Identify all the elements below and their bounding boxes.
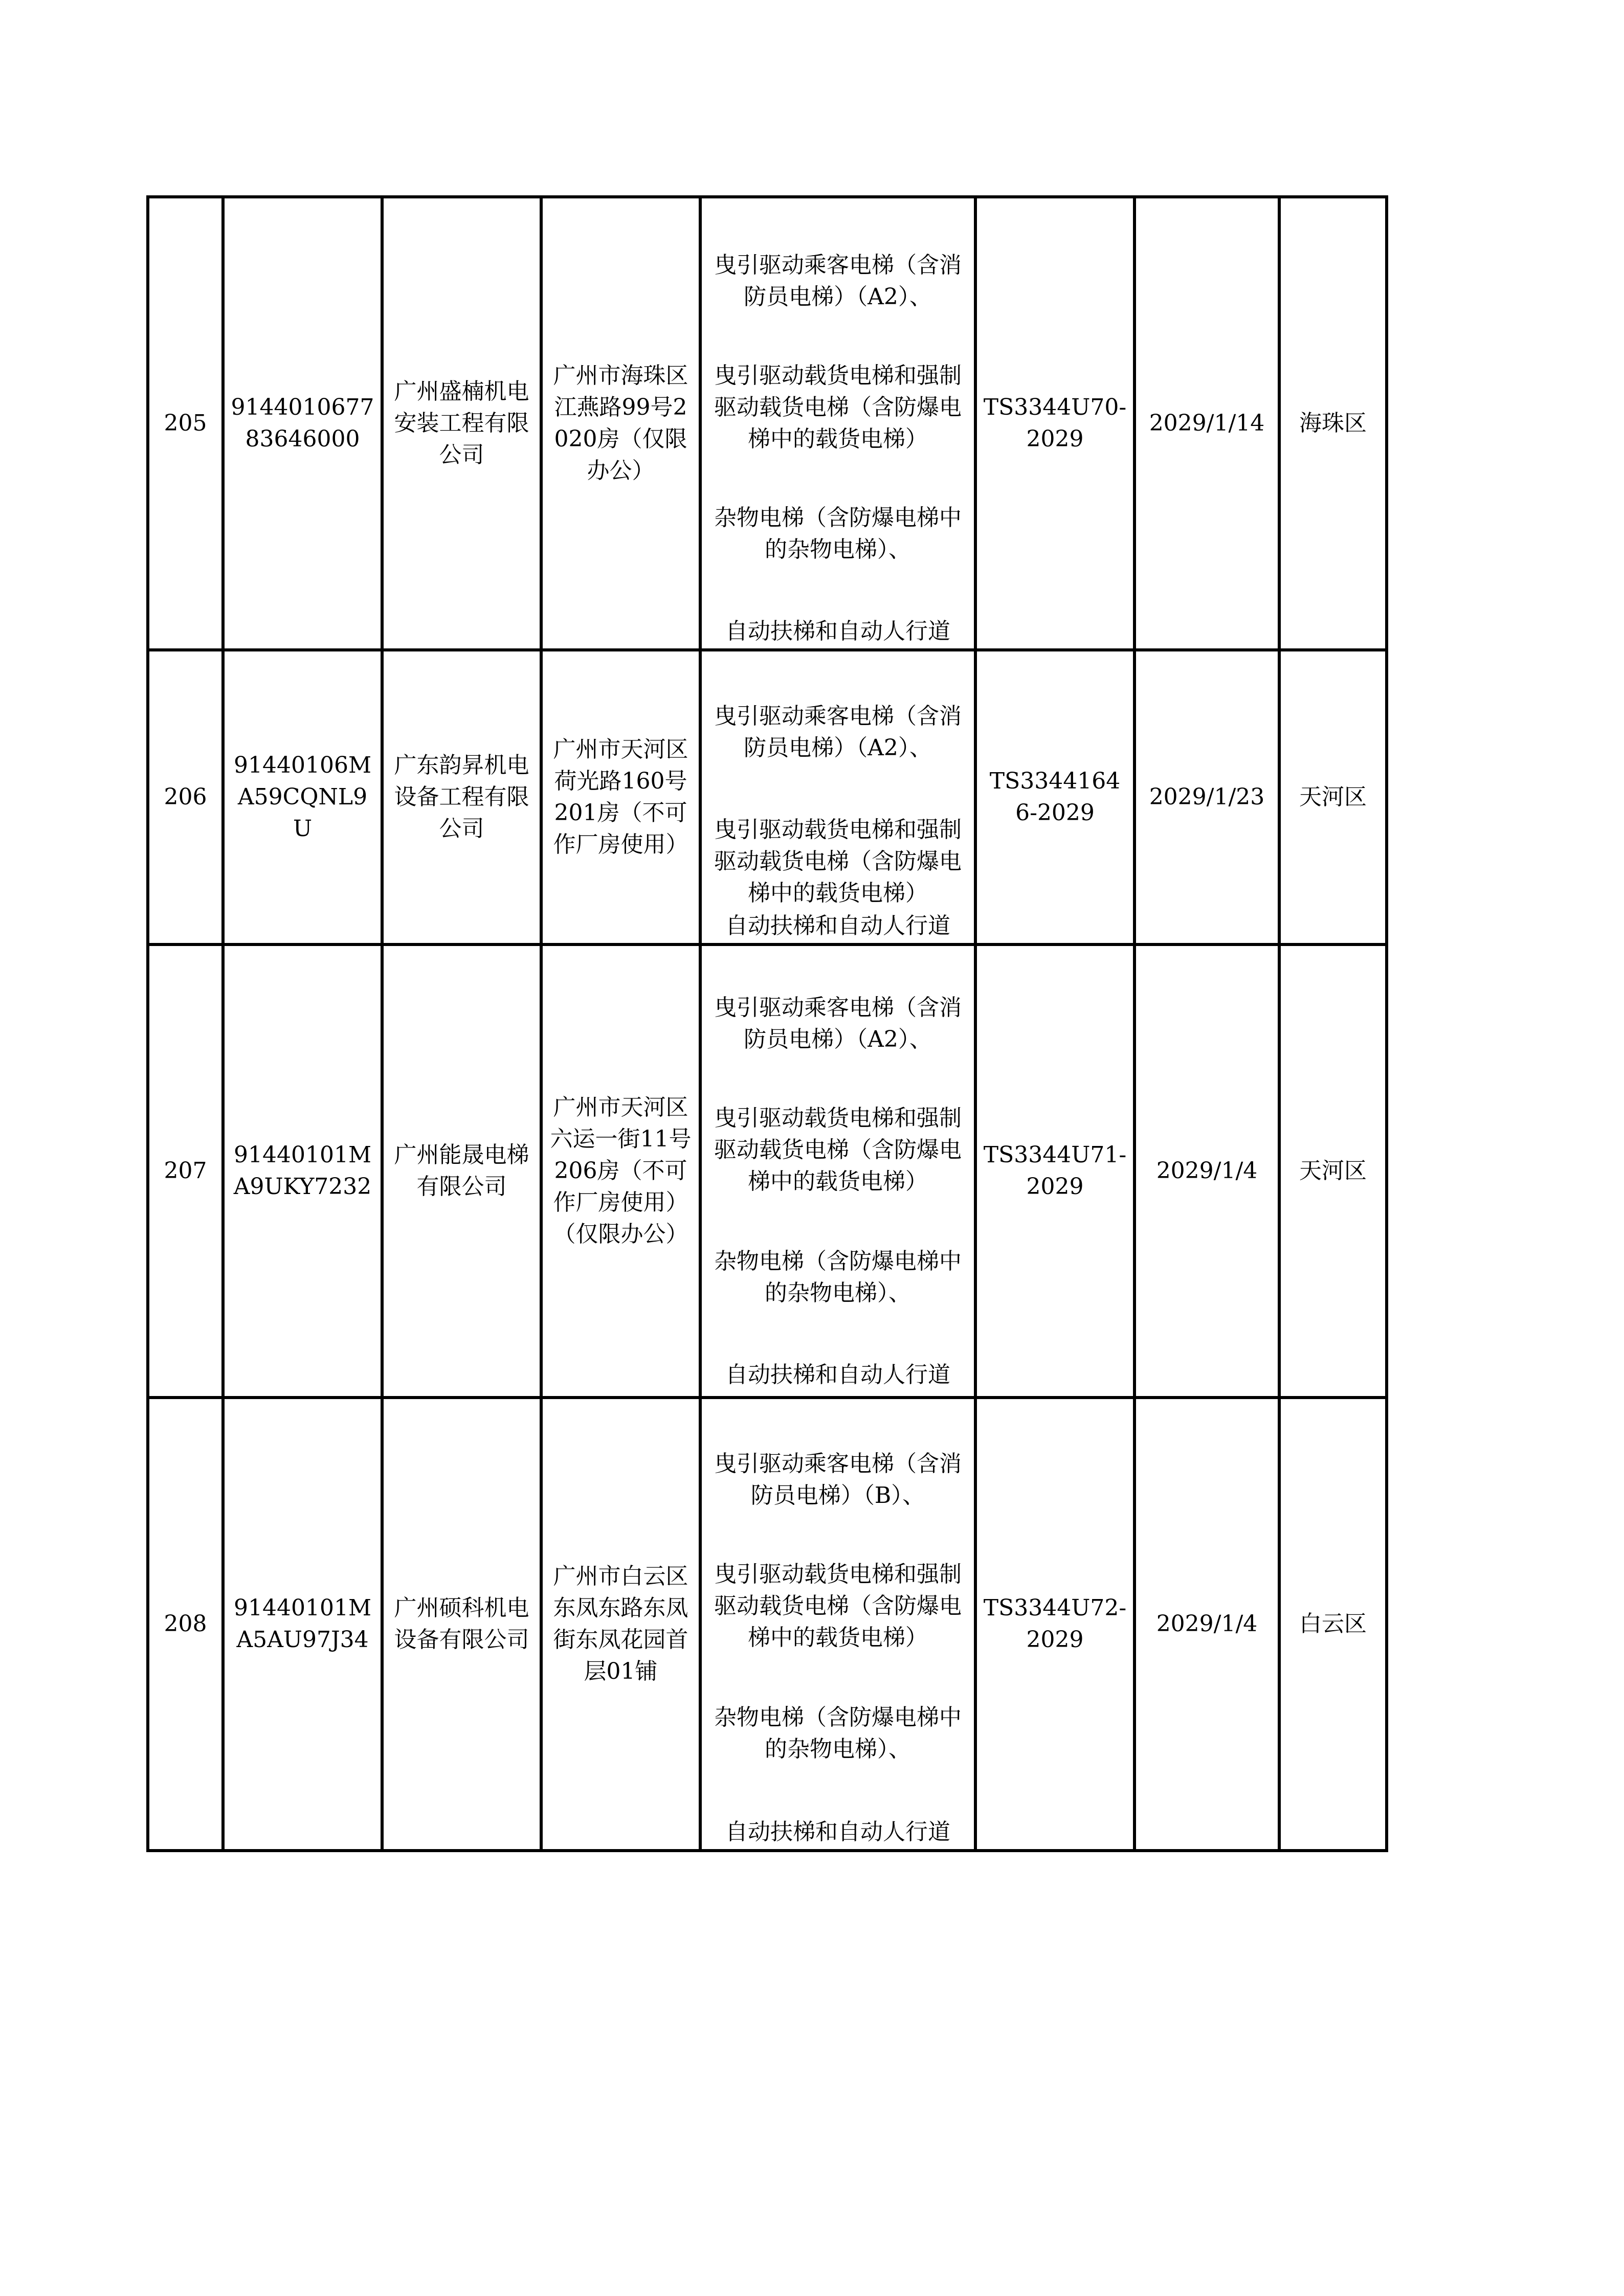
scope-item: 曳引驱动乘客电梯（含消防员电梯）（A2）、: [714, 995, 962, 1052]
company-name: 广州盛楠机电安装工程有限公司: [382, 197, 541, 650]
credit-code: 91440106MA59CQNL9U: [223, 650, 382, 944]
table-row: [148, 197, 1387, 650]
row-index: 205: [148, 197, 223, 650]
registry-table: [146, 195, 1388, 1852]
license-number: TS33441646-2029: [975, 650, 1134, 944]
scope-item: 自动扶梯和自动人行道: [725, 1362, 950, 1388]
expiry-date: 2029/1/23: [1134, 650, 1279, 944]
district: 白云区: [1279, 1398, 1387, 1851]
scope-item: 杂物电梯（含防爆电梯中的杂物电梯）、: [714, 1704, 962, 1762]
license-number: TS3344U71-2029: [975, 944, 1134, 1398]
district: 海珠区: [1279, 197, 1387, 650]
credit-code: 91440101MA9UKY7232: [223, 944, 382, 1398]
scope-item: 自动扶梯和自动人行道: [725, 618, 950, 644]
row-index: 208: [148, 1398, 223, 1851]
scope-item: 曳引驱动载货电梯和强制驱动载货电梯（含防爆电梯中的载货电梯）: [714, 817, 962, 906]
company-address: 广州市海珠区江燕路99号2020房（仅限办公）: [541, 197, 700, 650]
scope-item: 曳引驱动载货电梯和强制驱动载货电梯（含防爆电梯中的载货电梯）: [714, 363, 962, 452]
scope-item: 杂物电梯（含防爆电梯中的杂物电梯）、: [714, 1248, 962, 1306]
credit-code: 914401067783646000: [223, 197, 382, 650]
license-scope: [700, 944, 975, 1398]
expiry-date: 2029/1/4: [1134, 1398, 1279, 1851]
credit-code: 91440101MA5AU97J34: [223, 1398, 382, 1851]
scope-item: 曳引驱动载货电梯和强制驱动载货电梯（含防爆电梯中的载货电梯）: [714, 1105, 962, 1195]
license-scope: [700, 1398, 975, 1851]
license-number: TS3344U70-2029: [975, 197, 1134, 650]
company-name: 广州能晟电梯有限公司: [382, 944, 541, 1398]
table-row: [148, 1398, 1387, 1851]
row-index: 207: [148, 944, 223, 1398]
scope-item: 曳引驱动乘客电梯（含消防员电梯）（A2）、: [714, 252, 962, 310]
company-name: 广州硕科机电设备有限公司: [382, 1398, 541, 1851]
scope-item: 曳引驱动乘客电梯（含消防员电梯）（A2）、: [714, 703, 962, 761]
expiry-date: 2029/1/4: [1134, 944, 1279, 1398]
scope-item: 自动扶梯和自动人行道: [725, 913, 950, 939]
scope-item: 曳引驱动载货电梯和强制驱动载货电梯（含防爆电梯中的载货电梯）: [714, 1561, 962, 1651]
scope-item: 自动扶梯和自动人行道: [725, 1819, 950, 1845]
license-number: TS3344U72-2029: [975, 1398, 1134, 1851]
company-address: 广州市天河区荷光路160号201房（不可作厂房使用）: [541, 650, 700, 944]
company-name: 广东韵昇机电设备工程有限公司: [382, 650, 541, 944]
table-row: [148, 944, 1387, 1398]
license-scope: [700, 650, 975, 944]
scope-item: 曳引驱动乘客电梯（含消防员电梯）（B）、: [714, 1451, 962, 1509]
table-row: [148, 650, 1387, 944]
scope-item: 杂物电梯（含防爆电梯中的杂物电梯）、: [714, 505, 962, 562]
row-index: 206: [148, 650, 223, 944]
company-address: 广州市天河区六运一街11号206房（不可作厂房使用）（仅限办公）: [541, 944, 700, 1398]
company-address: 广州市白云区东凤东路东凤街东凤花园首层01铺: [541, 1398, 700, 1851]
expiry-date: 2029/1/14: [1134, 197, 1279, 650]
district: 天河区: [1279, 944, 1387, 1398]
district: 天河区: [1279, 650, 1387, 944]
license-scope: [700, 197, 975, 650]
